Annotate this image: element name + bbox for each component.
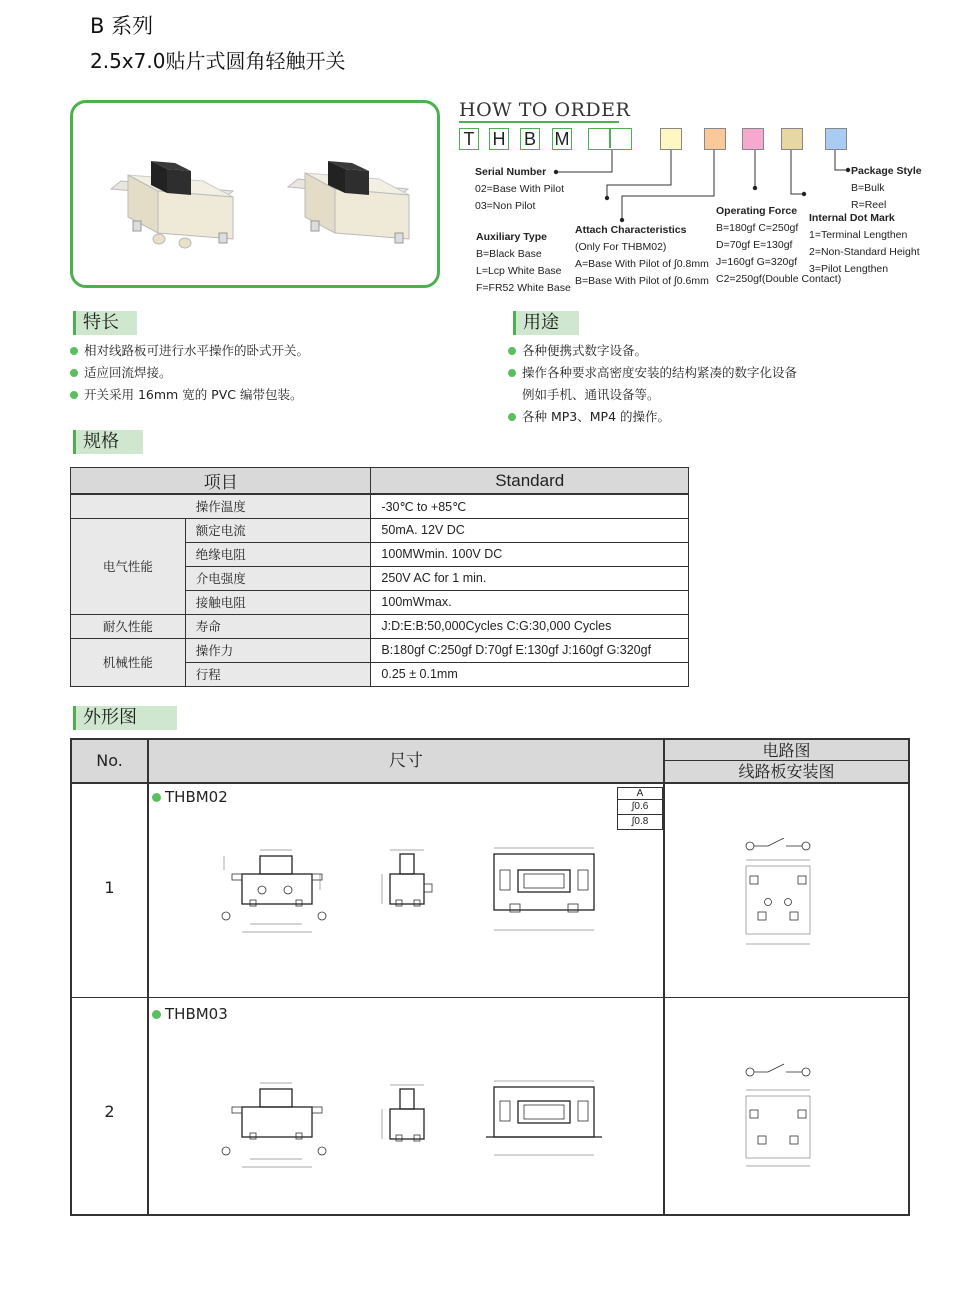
circuit-diagram — [746, 1064, 810, 1076]
internal-dot-item: 3=Pilot Lengthen — [809, 263, 889, 275]
series-title: B 系列 — [90, 14, 154, 38]
circuit-pcb-thbm02 — [710, 838, 850, 953]
internal-dot-item: 2=Non-Standard Height — [809, 246, 920, 258]
package-style-block — [851, 163, 922, 214]
operating-force-item: D=70gf E=130gf — [716, 239, 793, 251]
front-view-drawing — [222, 850, 326, 932]
how-to-order-underline — [459, 121, 619, 123]
side-view-drawing — [382, 1085, 424, 1141]
outline-col-no: No. — [96, 751, 123, 770]
product-photo-frame — [70, 100, 440, 288]
spec-row — [71, 518, 689, 542]
spec-value: 0.25 ± 0.1mm — [371, 662, 689, 686]
spec-label: 寿命 — [185, 614, 371, 638]
feature-item: 相对线路板可进行水平操作的卧式开关。 — [70, 340, 309, 362]
spec-header-row — [71, 468, 689, 495]
spec-value: J:D:E:B:50,000Cycles C:G:30,000 Cycles — [371, 614, 689, 638]
pcb-layout-diagram — [746, 860, 810, 944]
code-box-serial — [588, 128, 632, 150]
code-letter-h: H — [489, 128, 509, 150]
product-subtitle: 2.5x7.0贴片式圆角轻触开关 — [90, 49, 346, 73]
internal-dot-title: Internal Dot Mark — [809, 212, 895, 224]
outline-row-no: 1 — [104, 878, 115, 897]
product-photo — [73, 103, 437, 285]
code-letter-t: T — [459, 128, 479, 150]
use-item: 例如手机、通讯设备等。 — [522, 387, 660, 402]
code-box-dot — [742, 128, 764, 150]
spec-value: 50mA. 12V DC — [371, 518, 689, 542]
top-view-drawing — [486, 1081, 602, 1155]
auxiliary-type-title: Auxiliary Type — [476, 231, 547, 243]
code-box-attach — [660, 128, 682, 150]
operating-force-item: C2=250gf(Double Contact) — [716, 273, 842, 285]
pcb-layout-diagram — [746, 1090, 810, 1166]
spec-label: 额定电流 — [185, 518, 371, 542]
spec-table — [70, 467, 689, 687]
features-list — [70, 340, 309, 406]
pilot-size-head: A — [618, 788, 662, 800]
spec-group: 机械性能 — [71, 638, 186, 686]
spec-label: 绝缘电阻 — [185, 542, 371, 566]
dimension-drawing-thbm03 — [210, 1075, 610, 1175]
top-view-drawing — [494, 848, 594, 930]
spec-group: 电气性能 — [71, 518, 186, 614]
spec-row — [71, 494, 689, 518]
model-label-thbm02: THBM02 — [152, 788, 228, 806]
spec-label: 操作力 — [185, 638, 371, 662]
spec-value: 100mWmax. — [371, 590, 689, 614]
spec-row — [71, 614, 689, 638]
feature-item: 适应回流焊接。 — [70, 362, 309, 384]
auxiliary-type-item: L=Lcp White Base — [476, 265, 562, 277]
use-item: 各种便携式数字设备。 — [508, 340, 797, 362]
switch-image-1 — [111, 161, 233, 248]
outline-heading: 外形图 — [73, 706, 177, 730]
use-item: 各种 MP3、MP4 的操作。 — [508, 406, 797, 428]
package-style-item: R=Reel — [851, 199, 887, 211]
spec-label: 接触电阻 — [185, 590, 371, 614]
auxiliary-type-block — [476, 229, 571, 297]
pilot-size-value: ∫0.6 — [618, 800, 662, 815]
internal-dot-item: 1=Terminal Lengthen — [809, 229, 908, 241]
serial-number-item: 03=Non Pilot — [475, 200, 536, 212]
outline-row-no: 2 — [104, 1102, 115, 1121]
attach-char-block — [575, 222, 709, 290]
operating-force-item: J=160gf G=320gf — [716, 256, 798, 268]
code-box-aux — [781, 128, 803, 150]
spec-heading: 规格 — [73, 430, 143, 454]
uses-heading: 用途 — [513, 311, 579, 335]
circuit-pcb-thbm03 — [710, 1062, 850, 1177]
spec-group: 耐久性能 — [71, 614, 186, 638]
auxiliary-type-item: F=FR52 White Base — [476, 282, 571, 294]
spec-col-standard: Standard — [371, 468, 689, 495]
attach-char-title: Attach Characteristics — [575, 224, 687, 236]
dimension-drawing-thbm02 — [210, 840, 610, 940]
pilot-size-value: ∫0.8 — [631, 816, 649, 827]
pilot-size-table — [617, 787, 663, 830]
spec-row — [71, 638, 689, 662]
code-box-package — [825, 128, 847, 150]
serial-number-block — [475, 164, 564, 215]
serial-number-title: Serial Number — [475, 166, 547, 178]
package-style-title: Package Style — [851, 165, 922, 177]
spec-label: 行程 — [185, 662, 371, 686]
outline-col-dimensions: 尺寸 — [389, 751, 423, 771]
attach-char-item: B=Base With Pilot of ∫0.6mm — [575, 275, 709, 287]
package-style-item: B=Bulk — [851, 182, 885, 194]
front-view-drawing — [222, 1083, 326, 1167]
spec-value: B:180gf C:250gf D:70gf E:130gf J:160gf G:320gf — [371, 638, 689, 662]
internal-dot-block — [809, 210, 920, 278]
operating-force-title: Operating Force — [716, 205, 798, 217]
attach-char-item: A=Base With Pilot of ∫0.8mm — [575, 258, 709, 270]
outline-col-pcb: 线路板安装图 — [738, 762, 835, 781]
uses-list — [508, 340, 797, 428]
side-view-drawing — [382, 850, 432, 906]
serial-number-item: 02=Base With Pilot — [475, 183, 565, 195]
how-to-order-title: HOW TO ORDER — [459, 99, 631, 121]
code-box-force — [704, 128, 726, 150]
outline-col-circuit: 电路图 — [762, 741, 811, 760]
spec-value: 250V AC for 1 min. — [371, 566, 689, 590]
code-letter-m: M — [552, 128, 572, 150]
spec-value: -30℃ to +85℃ — [371, 494, 689, 518]
switch-image-2 — [288, 161, 409, 243]
spec-label: 操作温度 — [71, 494, 371, 518]
spec-col-item: 项目 — [71, 468, 371, 495]
features-heading: 特长 — [73, 311, 137, 335]
operating-force-item: B=180gf C=250gf — [716, 222, 799, 234]
spec-label: 介电强度 — [185, 566, 371, 590]
attach-char-item: (Only For THBM02) — [575, 241, 667, 253]
spec-value: 100MWmin. 100V DC — [371, 542, 689, 566]
circuit-diagram — [746, 838, 810, 850]
use-item: 操作各种要求高密度安装的结构紧凑的数字化设备 — [508, 362, 797, 384]
feature-item: 开关采用 16mm 宽的 PVC 编带包装。 — [70, 384, 309, 406]
model-label-thbm03: THBM03 — [152, 1005, 228, 1023]
code-letter-b: B — [520, 128, 540, 150]
auxiliary-type-item: B=Black Base — [476, 248, 542, 260]
